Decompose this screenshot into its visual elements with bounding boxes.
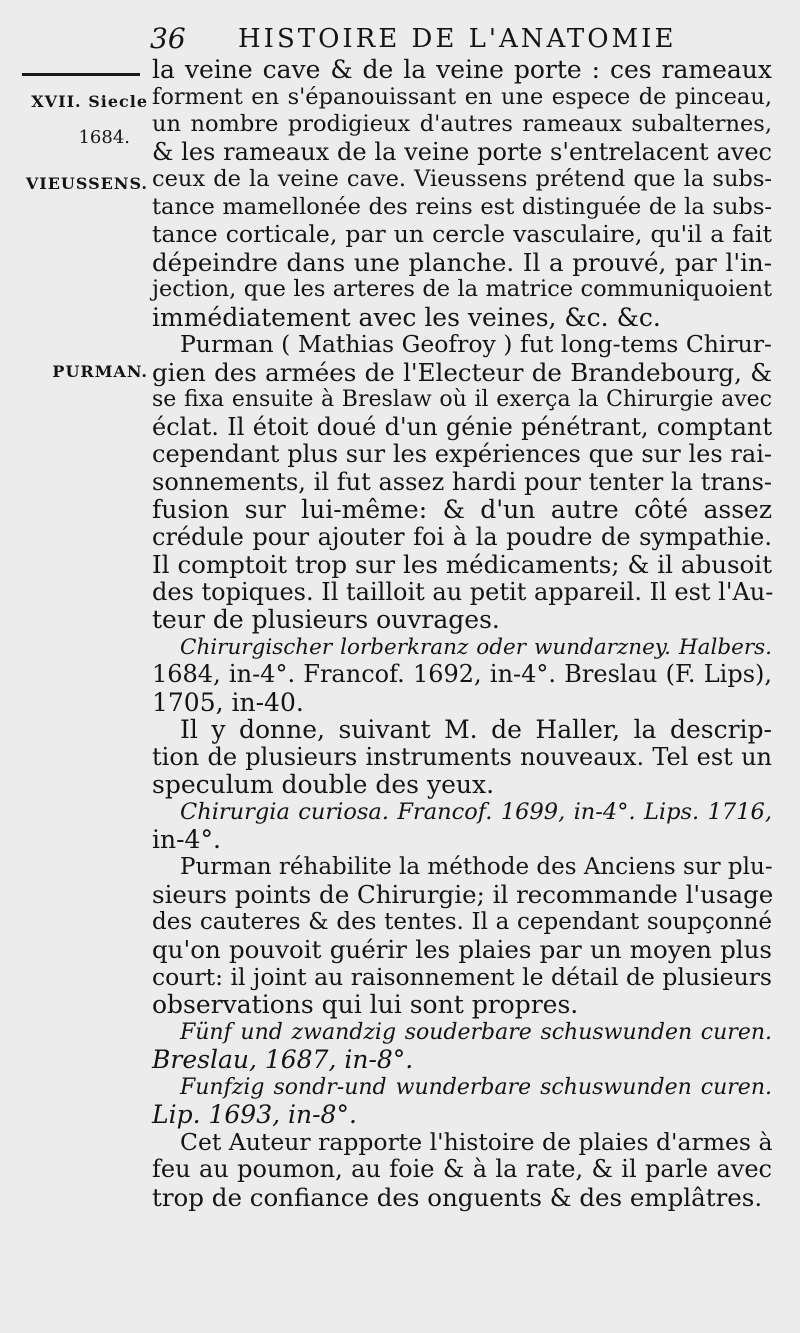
text-line: éclat. Il étoit doué d'un génie pénétrant, comptant: [152, 412, 772, 441]
book-citation: in-4°.: [152, 825, 221, 854]
page-header: [150, 22, 770, 58]
book-citation: Chirurgischer lorberkranz oder wundarzney. Halbers.: [180, 634, 772, 660]
book-citation: 1684, in-4°. Francof. 1692, in-4°. Breslau (F. Lips),: [152, 660, 772, 688]
text-line: speculum double des yeux.: [152, 770, 495, 799]
text-line: tance mamellonée des reins est distinguée de la subs-: [152, 193, 772, 220]
page-number: 36: [150, 22, 186, 55]
text-line: feu au poumon, au foie & à la rate, & il parle avec: [152, 1155, 772, 1183]
running-title: HISTOIRE DE L'ANATOMIE: [238, 24, 677, 54]
text-line: ceux de la veine cave. Vieussens prétend que la subs-: [152, 166, 772, 192]
text-line: court: il joint au raisonnement le détail de plusieurs: [152, 962, 772, 991]
text-line: cependant plus sur les expériences que sur les rai-: [152, 440, 772, 468]
text-line: un nombre prodigieux d'autres rameaux subalternes,: [152, 111, 772, 137]
text-line: fusion sur lui-même: & d'un autre côté assez: [152, 495, 772, 524]
text-line: la veine cave & de la veine porte : ces rameaux: [152, 55, 772, 84]
text-line: sieurs points de Chirurgie; il recommande l'usage: [152, 880, 774, 909]
book-citation: 1705, in-40.: [152, 687, 304, 717]
book-citation: Breslau, 1687, in-8°.: [152, 1045, 414, 1074]
text-line: tion de plusieurs instruments nouveaux. Tel est un: [152, 742, 772, 771]
body-text: [152, 56, 772, 1211]
text-line: se fixa ensuite à Breslaw où il exerça la Chirurgie avec: [152, 387, 772, 412]
text-line: sonnements, il fut assez hardi pour tenter la trans-: [152, 467, 772, 496]
text-line: forment en s'épanouissant en une espece de pinceau,: [152, 83, 772, 110]
text-line: trop de confiance des onguents & des emplâtres.: [152, 1182, 763, 1212]
book-citation: Chirurgia curiosa. Francof. 1699, in-4°. Lips. 1716,: [180, 798, 772, 825]
text-line: observations qui lui sont propres.: [152, 990, 579, 1019]
text-line: crédule pour ajouter foi à la poudre de sympathie.: [152, 522, 772, 551]
book-citation: Funfzig sondr-und wunderbare schuswunden curen.: [180, 1074, 772, 1100]
text-line: & les rameaux de la veine porte s'entrelacent avec: [152, 137, 772, 166]
text-line: jection, que les arteres de la matrice communiquoient: [152, 276, 772, 302]
margin-note-vieussens: VIEUSSENS.: [25, 174, 148, 193]
text-line: des cauteres & des tentes. Il a cependant soupçonné: [152, 908, 772, 935]
text-line: teur de plusieurs ouvrages.: [152, 605, 500, 634]
text-line: qu'on pouvoit guérir les plaies par un moyen plus: [152, 935, 772, 964]
book-citation: Fünf und zwandzig souderbare schuswunden curen.: [180, 1019, 772, 1045]
text-line: Il y donne, suivant M. de Haller, la descrip-: [180, 715, 772, 744]
text-line: dépeindre dans une planche. Il a prouvé, par l'in-: [152, 247, 772, 277]
text-line: gien des armées de l'Electeur de Brandebourg, &: [152, 357, 772, 387]
margin-note-century: XVII. Siecle: [31, 92, 148, 111]
text-line: tance corticale, par un cercle vasculaire, qu'il a fait: [152, 220, 772, 248]
text-line: Purman réhabilite la méthode des Anciens sur plu-: [180, 853, 773, 880]
text-line: Purman ( Mathias Geofroy ) fut long-tems Chirur-: [180, 330, 772, 358]
text-line: Il comptoit trop sur les médicaments; & il abusoit: [152, 550, 772, 579]
margin-note-purman: PURMAN.: [52, 362, 148, 381]
margin-note-year: 1684.: [78, 127, 130, 148]
text-line: immédiatement avec les veines, &c. &c.: [152, 302, 661, 332]
margin-rule: [22, 73, 140, 76]
book-citation: Lip. 1693, in-8°.: [152, 1100, 357, 1129]
text-line: des topiques. Il tailloit au petit appareil. Il est l'Au-: [152, 577, 774, 606]
text-line: Cet Auteur rapporte l'histoire de plaies d'armes à: [180, 1127, 773, 1156]
